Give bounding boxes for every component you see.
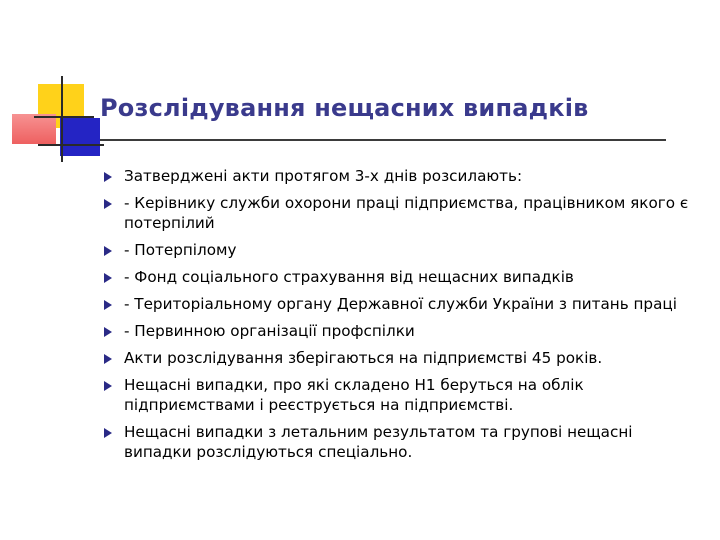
list-item-text: Нещасні випадки, про які складено Н1 беруться на облік підприємствами і реєструється на підприємстві. <box>124 376 584 414</box>
square-bullet-icon <box>104 273 112 283</box>
list-item <box>104 240 694 260</box>
list-item-text: Затверджені акти протягом 3-х днів розсилають: <box>124 167 523 185</box>
decor-vertical-line <box>61 76 63 162</box>
list-item <box>104 267 694 287</box>
list-item <box>104 294 694 314</box>
list-item-text: - Територіальному органу Державної служби України з питань праці <box>124 295 677 313</box>
list-item <box>104 348 694 368</box>
list-item <box>104 166 694 186</box>
list-item <box>104 422 694 462</box>
square-bullet-icon <box>104 327 112 337</box>
square-bullet-icon <box>104 172 112 182</box>
list-item-text: - Фонд соціального страхування від нещасних випадків <box>124 268 574 286</box>
square-bullet-icon <box>104 300 112 310</box>
title-underline <box>100 139 666 141</box>
list-item <box>104 375 694 415</box>
square-bullet-icon <box>104 354 112 364</box>
list-item-text: Акти розслідування зберігаються на підприємстві 45 років. <box>124 349 603 367</box>
list-item-text: - Первинною організації профспілки <box>124 322 415 340</box>
slide-title: Розслідування нещасних випадків <box>100 94 589 122</box>
list-item <box>104 321 694 341</box>
square-bullet-icon <box>104 428 112 438</box>
square-bullet-icon <box>104 246 112 256</box>
square-bullet-icon <box>104 381 112 391</box>
list-item-text: - Керівнику служби охорони праці підприємства, працівником якого є потерпілий <box>124 194 689 232</box>
list-item <box>104 193 694 233</box>
decor-horizontal-line <box>34 116 94 118</box>
decor-horizontal-line-lower <box>38 144 104 146</box>
decor-blue-square <box>60 118 100 156</box>
square-bullet-icon <box>104 199 112 209</box>
list-item-text: Нещасні випадки з летальним результатом та групові нещасні випадки розслідуються спеціально. <box>124 423 633 461</box>
bullet-list <box>104 166 694 469</box>
list-item-text: - Потерпілому <box>124 241 237 259</box>
decor-red-square <box>12 114 56 144</box>
